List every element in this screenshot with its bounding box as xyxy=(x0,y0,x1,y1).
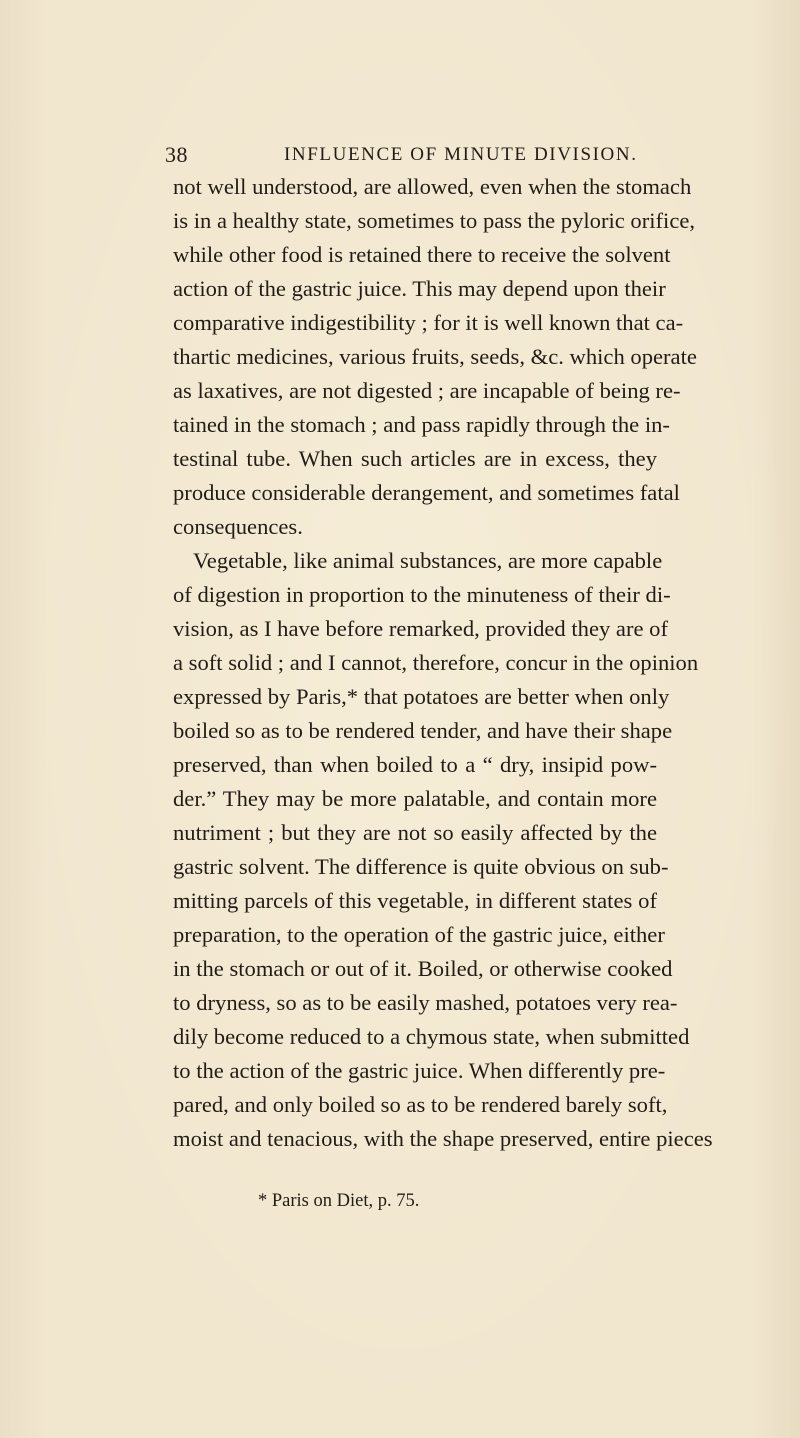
text-line: to the action of the gastric juice. When differently pre- xyxy=(173,1058,666,1083)
text-line: comparative indigestibility ; for it is well known that ca- xyxy=(173,310,684,335)
running-title: INFLUENCE OF MINUTE DIVISION. xyxy=(284,144,638,165)
page-number: 38 xyxy=(165,142,188,167)
text-line: of digestion in proportion to the minuteness of their di- xyxy=(173,582,671,607)
text-line: preparation, to the operation of the gastric juice, either xyxy=(173,922,665,947)
text-line: vision, as I have before remarked, provided they are of xyxy=(173,616,668,641)
text-line: action of the gastric juice. This may depend upon their xyxy=(173,276,666,301)
text-line: gastric solvent. The difference is quite obvious on sub- xyxy=(173,854,669,879)
text-line: to dryness, so as to be easily mashed, potatoes very rea- xyxy=(173,990,678,1015)
text-line: in the stomach or out of it. Boiled, or otherwise cooked xyxy=(173,956,673,981)
text-line: while other food is retained there to receive the solvent xyxy=(173,242,671,267)
text-line: thartic medicines, various fruits, seeds, &c. which operate xyxy=(173,344,697,369)
text-line: expressed by Paris,* that potatoes are better when only xyxy=(173,684,670,709)
text-line: mitting parcels of this vegetable, in different states of xyxy=(173,888,657,913)
text-line: Vegetable, like animal substances, are more capable xyxy=(193,548,663,573)
text-line: moist and tenacious, with the shape preserved, entire pieces xyxy=(173,1126,713,1151)
text-line: as laxatives, are not digested ; are incapable of being re- xyxy=(173,378,681,403)
text-line: pared, and only boiled so as to be rendered barely soft, xyxy=(173,1092,668,1117)
text-line: not well understood, are allowed, even when the stomach xyxy=(173,174,692,199)
text-line: nutriment ; but they are not so easily affected by the xyxy=(173,820,657,845)
text-line: dily become reduced to a chymous state, when submitted xyxy=(173,1024,690,1049)
text-line: der.” They may be more palatable, and contain more xyxy=(173,786,657,811)
text-line: preserved, than when boiled to a “ dry, insipid pow- xyxy=(173,752,657,777)
text-line: is in a healthy state, sometimes to pass the pyloric orifice, xyxy=(173,208,696,233)
footnote: * Paris on Diet, p. 75. xyxy=(258,1191,420,1211)
page-header xyxy=(165,140,638,170)
body-text xyxy=(173,170,713,1156)
text-line: boiled so as to be rendered tender, and have their shape xyxy=(173,718,673,743)
text-line: produce considerable derangement, and sometimes fatal xyxy=(173,480,680,505)
text-line: consequences. xyxy=(173,514,303,539)
text-line: a soft solid ; and I cannot, therefore, concur in the opinion xyxy=(173,650,699,675)
text-line: tained in the stomach ; and pass rapidly through the in- xyxy=(173,412,670,437)
text-line: testinal tube. When such articles are in excess, they xyxy=(173,446,657,471)
